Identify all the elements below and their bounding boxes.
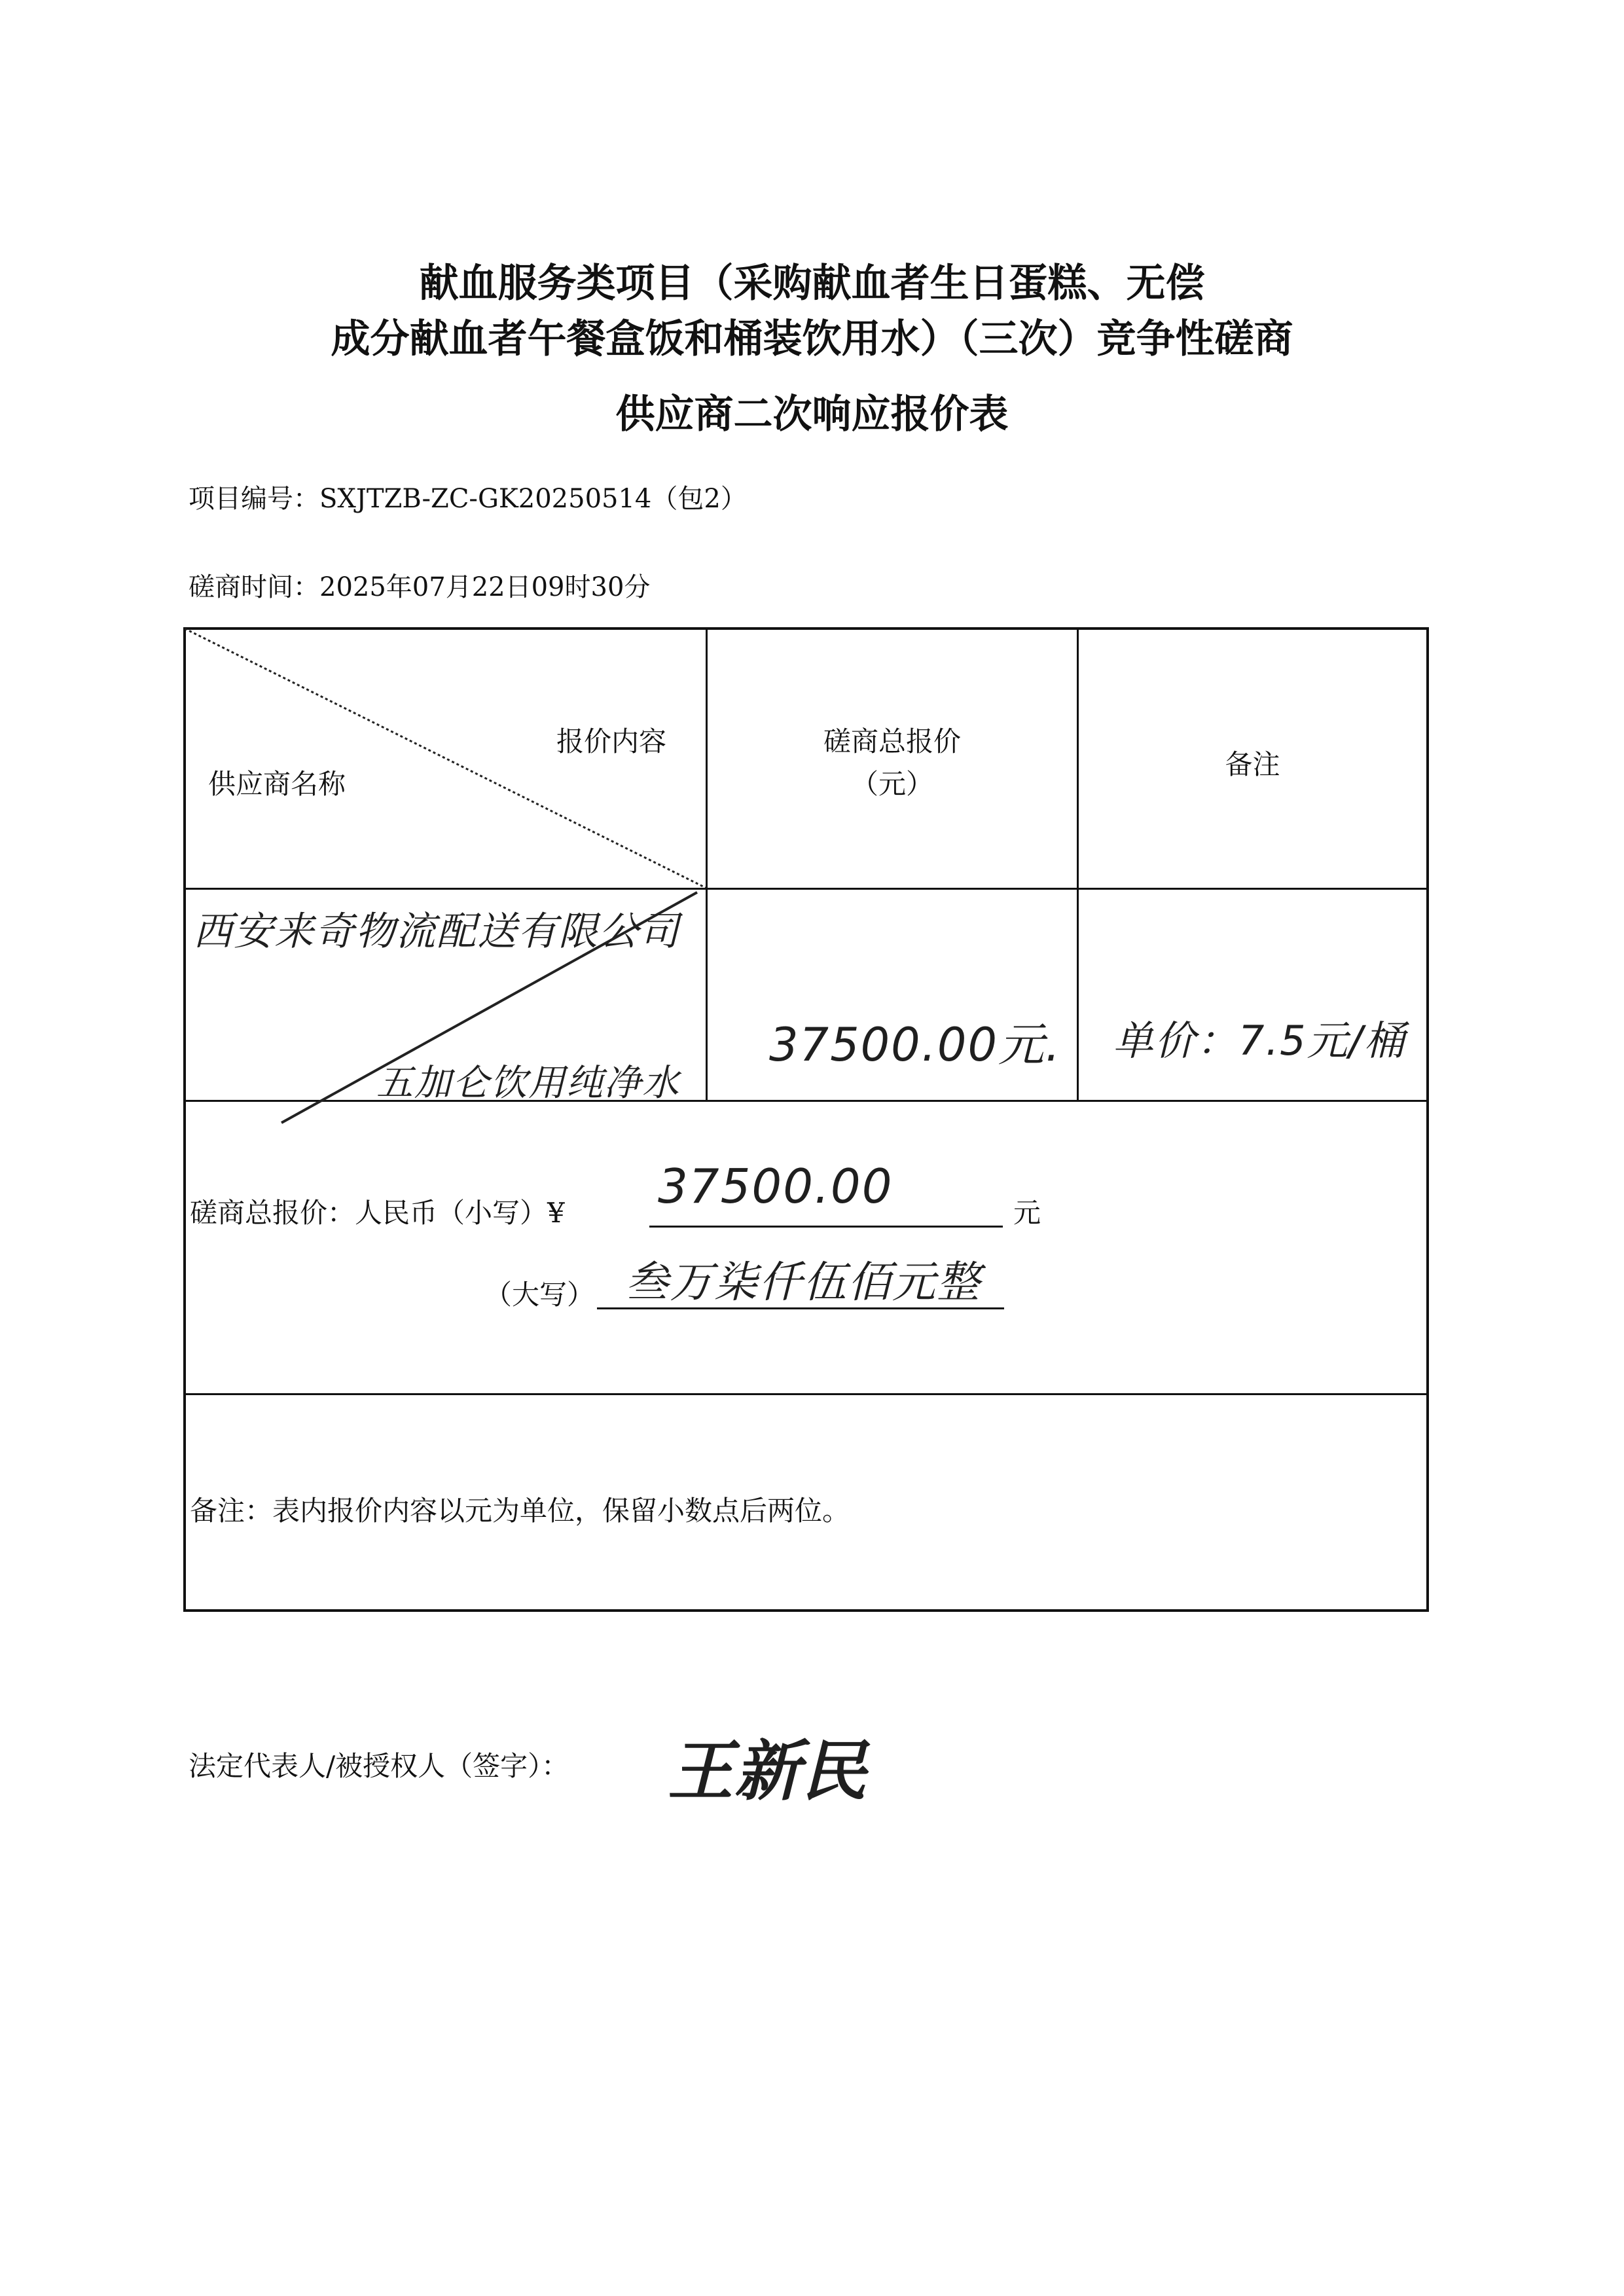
- title-line-2: 成分献血者午餐盒饭和桶装饮用水）（三次）竞争性磋商: [331, 316, 1293, 362]
- total-price-unit: 元: [1013, 1197, 1041, 1229]
- signature-name: 王新民: [668, 1733, 868, 1810]
- total-price-big-label: （大写）: [484, 1279, 595, 1311]
- header-supplier-name: 供应商名称: [208, 768, 346, 800]
- total-price-big-handwritten: 叁万柒仟伍佰元整: [625, 1257, 981, 1307]
- supplier-name-handwritten: 西安来奇物流配送有限公司: [193, 909, 680, 955]
- title-line-1: 献血服务类项目（采购献血者生日蛋糕、无偿: [419, 261, 1205, 306]
- signature-label: 法定代表人/被授权人（签字）：: [189, 1750, 569, 1782]
- total-price-small-handwritten: 37500.00: [658, 1159, 893, 1214]
- price-handwritten: 37500.00元.: [769, 1018, 1062, 1072]
- header-quote-content: 报价内容: [556, 725, 667, 757]
- supplier-strike-line: [275, 887, 707, 1129]
- header-total-price-unit: （元）: [850, 768, 933, 800]
- consult-time: 磋商时间：2025年07月22日09时30分: [189, 572, 651, 602]
- header-total-price: 磋商总报价: [823, 725, 961, 757]
- project-number: 项目编号：SXJTZB-ZC-GK20250514（包2）: [189, 484, 747, 514]
- title-line-3: 供应商二次响应报价表: [615, 392, 1009, 437]
- table-note: 备注：表内报价内容以元为单位，保留小数点后两位。: [190, 1495, 850, 1527]
- item-name-handwritten: 五加仑饮用纯净水: [376, 1062, 680, 1104]
- header-remark: 备注: [1225, 748, 1280, 780]
- total-price-label: 磋商总报价：人民币（小写）¥: [190, 1197, 565, 1229]
- remark-handwritten: 单价：7.5元/桶: [1113, 1017, 1406, 1065]
